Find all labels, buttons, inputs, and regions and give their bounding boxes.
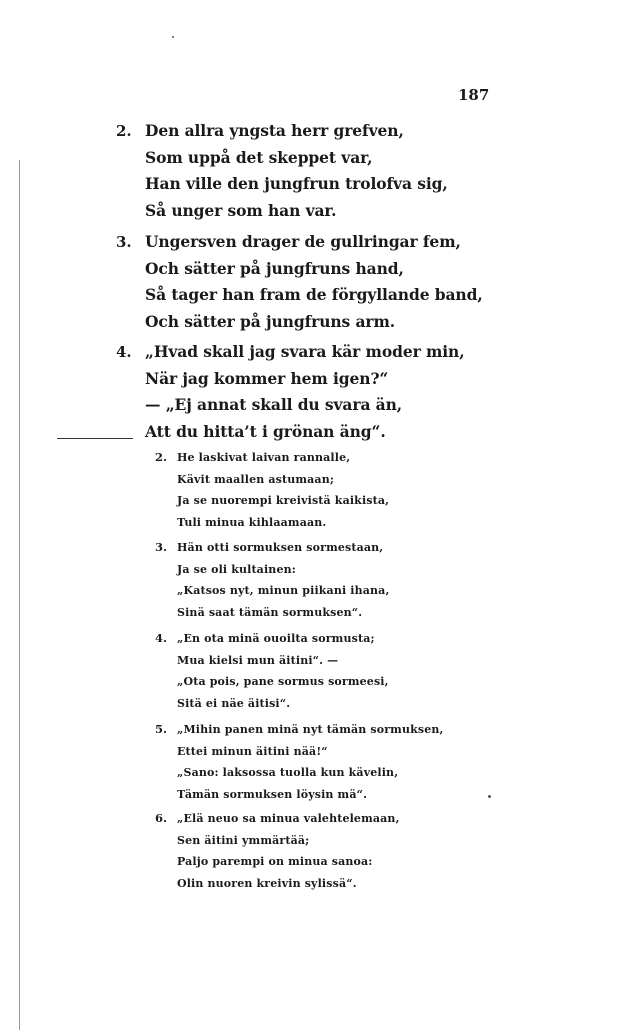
verse-line: Den allra yngsta herr grefven, [145, 121, 404, 140]
page-number: 187 [458, 86, 490, 104]
finnish-stanza-3 [155, 537, 475, 623]
verse-line: Kävit maallen astumaan; [177, 472, 335, 486]
stanza-number: 2. [116, 122, 132, 140]
finnish-stanza-6 [155, 808, 475, 894]
swedish-stanza-4 [116, 339, 536, 446]
verse-line: „Sano: laksossa tuolla kun kävelin, [177, 766, 399, 780]
verse-line: „Katsos nyt, minun piikani ihana, [177, 584, 390, 598]
verse-line: Ja se oli kultainen: [177, 562, 296, 576]
page-binding-edge [19, 160, 20, 1030]
verse-line: — „Ej annat skall du svara än, [145, 395, 403, 415]
verse-line: När jag kommer hem igen?“ [145, 368, 389, 388]
stanza-number: 4. [155, 631, 168, 645]
verse-line: „Ota pois, pane sormus sormeesi, [177, 675, 389, 689]
verse-line: Tuli minua kihlaamaan. [177, 515, 327, 529]
stanza-number: 5. [155, 722, 168, 736]
print-speck [488, 795, 491, 798]
verse-line: Att du hitta’t i grönan äng“. [145, 422, 386, 442]
verse-line: Han ville den jungfrun trolofva sig, [145, 174, 448, 194]
verse-line: „Hvad skall jag svara kär moder min, [145, 342, 465, 361]
verse-line: Olin nuoren kreivin sylissä“. [177, 876, 357, 890]
verse-line: „En ota minä ouoilta sormusta; [177, 632, 375, 645]
swedish-stanza-3 [116, 229, 536, 336]
verse-line: Tämän sormuksen löysin mä“. [177, 787, 368, 801]
verse-line: Och sätter på jungfruns hand, [145, 258, 404, 278]
verse-line: Så tager han fram de förgyllande band, [145, 285, 483, 305]
stanza-number: 4. [116, 343, 132, 361]
verse-line: „Elä neuo sa minua valehtelemaan, [177, 812, 400, 825]
verse-line: Sitä ei näe äitisi“. [177, 696, 291, 710]
stanza-number: 2. [155, 450, 168, 464]
verse-line: Som uppå det skeppet var, [145, 147, 373, 167]
verse-line: Så unger som han var. [145, 201, 337, 221]
stanza-number: 6. [155, 811, 168, 825]
finnish-stanza-4 [155, 628, 475, 714]
verse-line: Hän otti sormuksen sormestaan, [177, 541, 384, 554]
verse-line: Och sätter på jungfruns arm. [145, 312, 396, 332]
footnote-divider [57, 438, 133, 439]
finnish-stanza-2 [155, 447, 475, 533]
verse-line: He laskivat laivan rannalle, [177, 451, 351, 464]
verse-line: Ungersven drager de gullringar fem, [145, 232, 461, 251]
verse-line: Sinä saat tämän sormuksen“. [177, 605, 363, 619]
verse-line: Ja se nuorempi kreivistä kaikista, [177, 494, 390, 508]
stanza-number: 3. [116, 233, 132, 251]
print-speck [172, 36, 174, 38]
swedish-stanza-2 [116, 118, 536, 225]
verse-line: Ettei minun äitini nää!“ [177, 744, 328, 758]
verse-line: Paljo parempi on minua sanoa: [177, 855, 373, 869]
verse-line: Mua kielsi mun äitini“. — [177, 653, 339, 667]
finnish-stanza-5 [155, 719, 475, 805]
verse-line: „Mihin panen minä nyt tämän sormuksen, [177, 723, 444, 736]
verse-line: Sen äitini ymmärtää; [177, 833, 310, 847]
stanza-number: 3. [155, 540, 168, 554]
